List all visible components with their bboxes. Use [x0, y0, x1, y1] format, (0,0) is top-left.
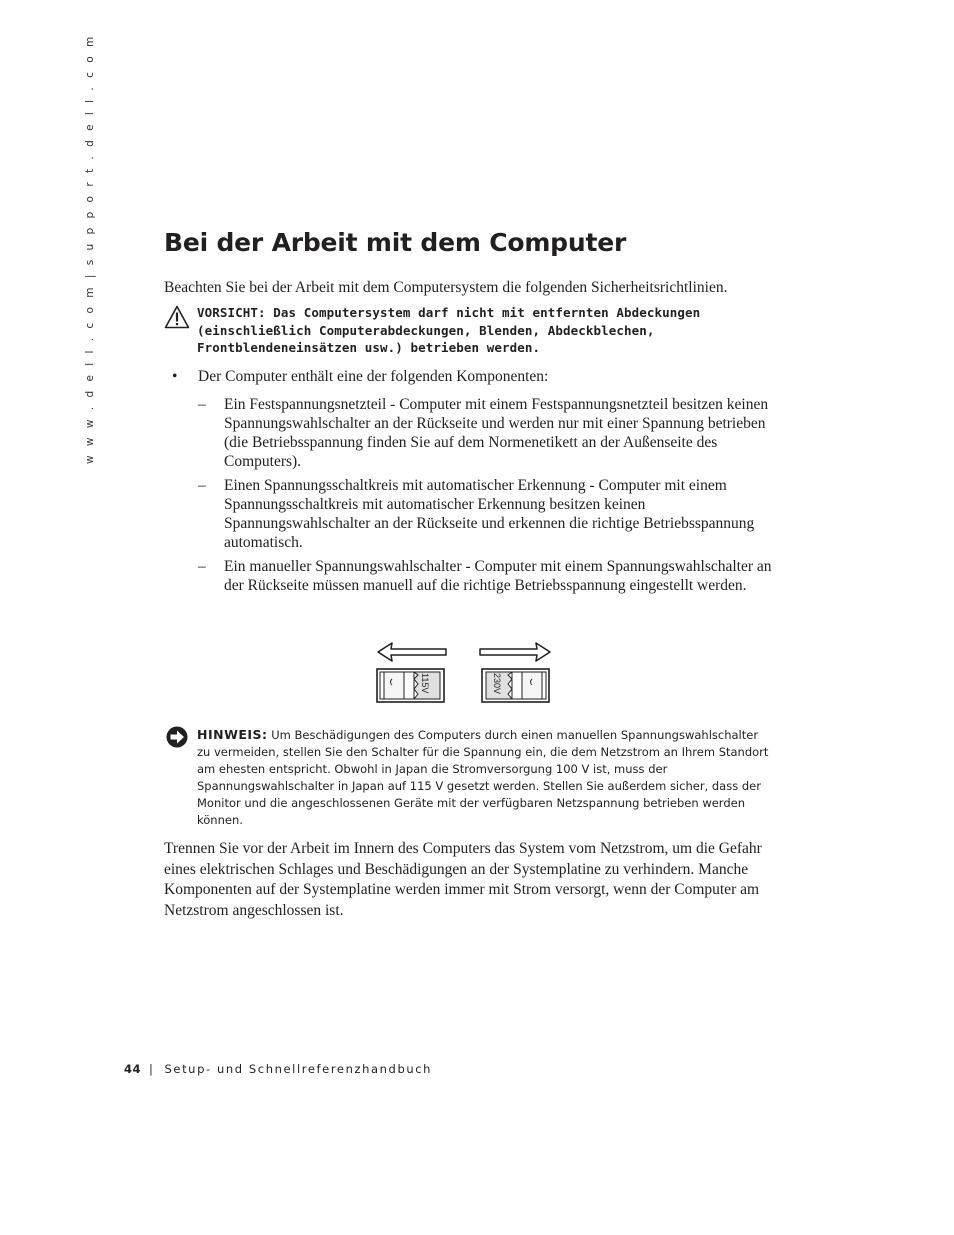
switch-115v-label: 115V — [420, 673, 430, 694]
page-footer — [124, 1062, 432, 1076]
arrow-right-icon — [480, 643, 550, 661]
dash-marker: – — [198, 396, 206, 413]
bullet-marker: • — [172, 368, 178, 385]
bullet-text: Der Computer enthält eine der folgenden Komponenten: — [198, 368, 549, 385]
subitem-text: Ein Festspannungsnetzteil - Computer mit einem Festspannungsnetzteil besitzen keinen Spannungswahlschalter an der Rückseite und werden nur mit einer Spannung betrieben (die Betriebsspannung finden Sie auf dem Normenetikett an der Außenseite des Computers). — [224, 396, 769, 470]
caution-notice — [164, 304, 754, 357]
arrow-left-icon — [378, 643, 446, 661]
subitem-text: Einen Spannungsschaltkreis mit automatischer Erkennung - Computer mit einem Spannungsschaltkreis mit automatischer Erkennung besitzen keinen Spannungswahlschalter an der Rückseite und erkennen die richtige Betriebsspannung automatisch. — [224, 477, 755, 551]
note-paragraph — [197, 726, 774, 829]
warning-triangle-icon — [164, 305, 190, 329]
page-title: Bei der Arbeit mit dem Computer — [164, 228, 627, 257]
voltage-switch-figure — [374, 638, 554, 708]
note-notice — [164, 726, 774, 829]
intro-paragraph: Beachten Sie bei der Arbeit mit dem Computersystem die folgenden Sicherheitsrichtlinien. — [164, 279, 728, 296]
closing-paragraph: Trennen Sie vor der Arbeit im Innern des Computers das System vom Netzstrom, um die Gefahr eines elektrischen Schlages und Beschädigungen an der Systemplatine zu verhindern. Manche Komponenten auf der Systemplatine werden immer mit Strom versorgt, wenn der Computer am Netzstrom angeschlossen ist. — [164, 840, 762, 919]
switch-115v — [377, 669, 444, 702]
dash-marker: – — [198, 477, 206, 494]
side-url: w w w . d e l l . c o m | s u p p o r t . d e l l . c o m — [84, 33, 96, 464]
subitem-text: Ein manueller Spannungswahlschalter - Computer mit einem Spannungswahlschalter an der Rückseite müssen manuell auf die richtige Betriebsspannung eingestellt werden. — [224, 558, 772, 594]
note-text: Um Beschädigungen des Computers durch einen manuellen Spannungswahlschalter zu vermeiden, stellen Sie den Schalter für die Spannung ein, die dem Netzstrom an Ihrem Standort am ehesten entspricht. Obwohl in Japan die Stromversorgung 100 V ist, muss der Spannungswahlschalter in Japan auf 115 V gesetzt werden. Stellen Sie außerdem sicher, dass der Monitor und die angeschlossenen Geräte mit der verfügbaren Netzspannung betrieben werden können. — [197, 728, 769, 827]
page-number: 44 — [124, 1062, 142, 1076]
switch-230v-label: 230V — [492, 673, 502, 695]
footer-separator: | — [149, 1062, 155, 1076]
caution-text: VORSICHT: Das Computersystem darf nicht mit entfernten Abdeckungen (einschließlich Computerabdeckungen, Blenden, Abdeckblechen, Frontblendeneinsätzen usw.) betrieben werden. — [197, 305, 701, 355]
note-arrow-icon — [166, 726, 188, 748]
book-title: Setup- und Schnellreferenzhandbuch — [164, 1062, 433, 1076]
dash-marker: – — [198, 558, 206, 575]
switch-230v — [482, 669, 549, 702]
note-label: HINWEIS: — [197, 727, 268, 742]
